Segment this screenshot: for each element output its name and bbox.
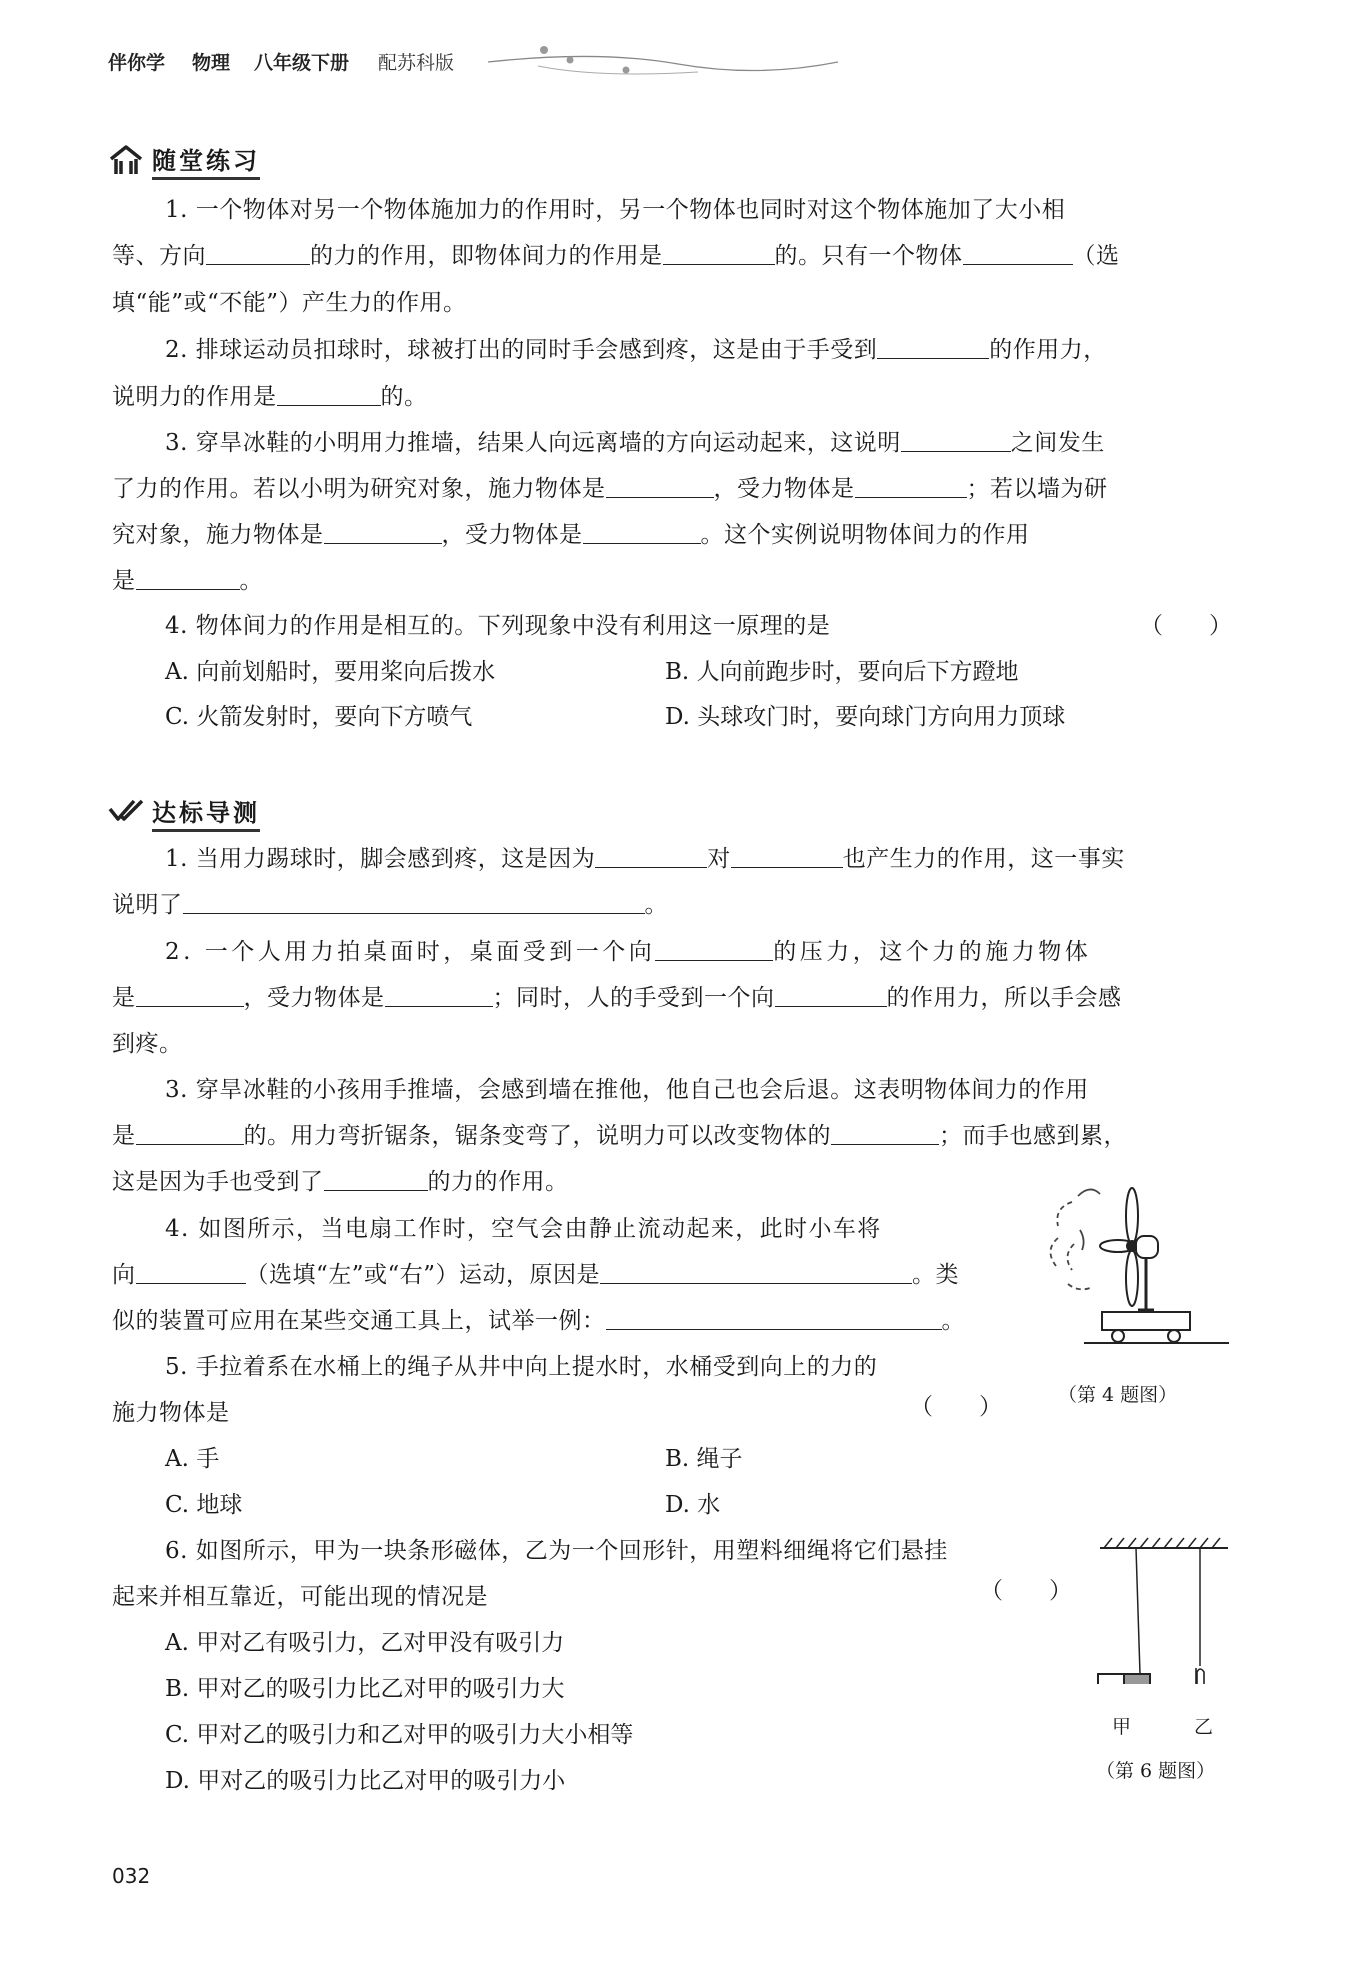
section-title-assessment [108,792,260,832]
s2q6-line1: 6. 如图所示，甲为一块条形磁体，乙为一个回形针，用塑料细绳将它们悬挂 [165,1538,948,1564]
header-edition: 配苏科版 [378,52,455,74]
answer-blank[interactable] [595,845,707,868]
paper-clip [1196,1668,1204,1684]
answer-blank[interactable] [324,1168,428,1191]
answer-blank[interactable] [324,521,442,544]
s2q5-line1: 5. 手拉着系在水桶上的绳子从井中向上提水时，水桶受到向上的力的 [165,1354,878,1380]
answer-blank[interactable] [136,1261,246,1284]
answer-blank[interactable] [183,891,645,914]
answer-blank[interactable] [731,845,843,868]
s2q5-option-b[interactable]: B. 绳子 [665,1446,743,1472]
s2q6-option-d[interactable]: D. 甲对乙的吸引力比乙对甲的吸引力小 [165,1768,566,1794]
header-subject: 物理 [192,52,231,74]
answer-blank[interactable] [655,938,773,961]
figure6-label-jia: 甲 [1112,1716,1132,1738]
s1q2-line2: 说明力的作用是 的。 [112,384,428,410]
s1q4-stem: 4. 物体间力的作用是相互的。下列现象中没有利用这一原理的是 [165,613,831,639]
answer-paren[interactable]: （ ） [1140,613,1232,639]
s2q5-option-d[interactable]: D. 水 [665,1492,721,1518]
s2q2-line3: 到疼。 [112,1031,183,1057]
answer-blank[interactable] [600,1261,912,1284]
double-check-icon [108,795,144,829]
magnet-clip-figure [1096,1534,1232,1684]
figure4-caption: （第 4 题图） [1058,1384,1178,1406]
s2q5-option-c[interactable]: C. 地球 [165,1492,243,1518]
s2q3-line1: 3. 穿旱冰鞋的小孩用手推墙，会感到墙在推他，他自己也会后退。这表明物体间力的作用 [165,1077,1089,1103]
header-decoration [478,44,838,84]
answer-blank[interactable] [206,242,310,265]
s1q4-option-d[interactable]: D. 头球攻门时，要向球门方向用力顶球 [665,704,1066,730]
answer-blank[interactable] [385,984,493,1007]
s2q6-option-a[interactable]: A. 甲对乙有吸引力，乙对甲没有吸引力 [165,1630,565,1656]
s1q3-line4: 是 。 [112,568,263,594]
s2q3-line3: 这是因为手也受到了 的力的作用。 [112,1169,569,1195]
s1q3-line3: 究对象，施力物体是 ，受力物体是 。这个实例说明物体间力的作用 [112,522,1030,548]
answer-blank[interactable] [136,1122,244,1145]
s1q1-line1: 1. 一个物体对另一个物体施加力的作用时，另一个物体也同时对这个物体施加了大小相 [165,197,1066,223]
answer-blank[interactable] [877,336,989,359]
s2q4-line2: 向 （选填“左”或“右”）运动，原因是 。类 [112,1262,960,1288]
s2q6-line2: 起来并相互靠近，可能出现的情况是 [112,1584,488,1610]
answer-blank[interactable] [277,383,381,406]
s2q1-line2: 说明了 。 [112,892,668,918]
s2q4-line3: 似的装置可应用在某些交通工具上，试举一例： 。 [112,1308,965,1334]
header-grade: 八年级下册 [254,52,350,74]
s2q6-option-c[interactable]: C. 甲对乙的吸引力和乙对甲的吸引力大小相等 [165,1722,634,1748]
answer-blank[interactable] [583,521,701,544]
s1q4-option-c[interactable]: C. 火箭发射时，要向下方喷气 [165,704,473,730]
s1q4-option-b[interactable]: B. 人向前跑步时，要向后下方蹬地 [665,659,1019,685]
answer-blank[interactable] [775,984,887,1007]
section-title-practice [108,140,260,180]
answer-blank[interactable] [963,242,1073,265]
answer-paren[interactable]: （ ） [980,1578,1072,1604]
s2q2-line1: 2. 一个人用力拍桌面时，桌面受到一个向 的压力，这个力的施力物体 [165,939,1092,965]
page-number: 032 [112,1864,151,1888]
answer-blank[interactable] [606,475,714,498]
answer-blank[interactable] [901,429,1011,452]
figure6-caption: （第 6 题图） [1096,1760,1216,1782]
s1q1-line2: 等、方向 的力的作用，即物体间力的作用是 的。只有一个物体 （选 [112,243,1120,269]
header-book: 伴你学 [108,52,166,74]
s2q4-line1: 4. 如图所示，当电扇工作时，空气会由静止流动起来，此时小车将 [165,1216,882,1242]
section-title-text: 随堂练习 [152,141,260,180]
figure6-label-yi: 乙 [1194,1716,1214,1738]
answer-blank[interactable] [606,1307,942,1330]
s1q4-option-a[interactable]: A. 向前划船时，要用桨向后拨水 [165,659,496,685]
answer-blank[interactable] [136,567,240,590]
answer-blank[interactable] [136,984,244,1007]
s2q6-option-b[interactable]: B. 甲对乙的吸引力比乙对甲的吸引力大 [165,1676,565,1702]
s1q3-line2: 了力的作用。若以小明为研究对象，施力物体是 ，受力物体是 ；若以墙为研 [112,476,1108,502]
s2q3-line2: 是 的。用力弯折锯条，锯条变弯了，说明力可以改变物体的 ；而手也感到累， [112,1123,1127,1149]
s2q2-line2: 是 ，受力物体是 ；同时，人的手受到一个向 的作用力，所以手会感 [112,985,1122,1011]
s2q5-option-a[interactable]: A. 手 [165,1446,220,1472]
home-icon [108,143,144,177]
answer-blank[interactable] [831,1122,939,1145]
answer-blank[interactable] [663,242,775,265]
s1q2-line1: 2. 排球运动员扣球时，球被打出的同时手会感到疼，这是由于手受到 的作用力， [165,337,1107,363]
s2q5-line2: 施力物体是 [112,1400,230,1426]
page-header [108,44,748,84]
section-title-text: 达标导测 [152,793,260,832]
s2q1-line1: 1. 当用力踢球时，脚会感到疼，这是因为 对 也产生力的作用，这一事实 [165,846,1125,872]
s1q1-line3: 填“能”或“不能”）产生力的作用。 [112,290,467,316]
answer-blank[interactable] [855,475,967,498]
s1q3-line1: 3. 穿旱冰鞋的小明用力推墙，结果人向远离墙的方向运动起来，这说明 之间发生 [165,430,1105,456]
answer-paren[interactable]: （ ） [910,1394,1002,1420]
fan-cart-figure [1034,1180,1234,1360]
